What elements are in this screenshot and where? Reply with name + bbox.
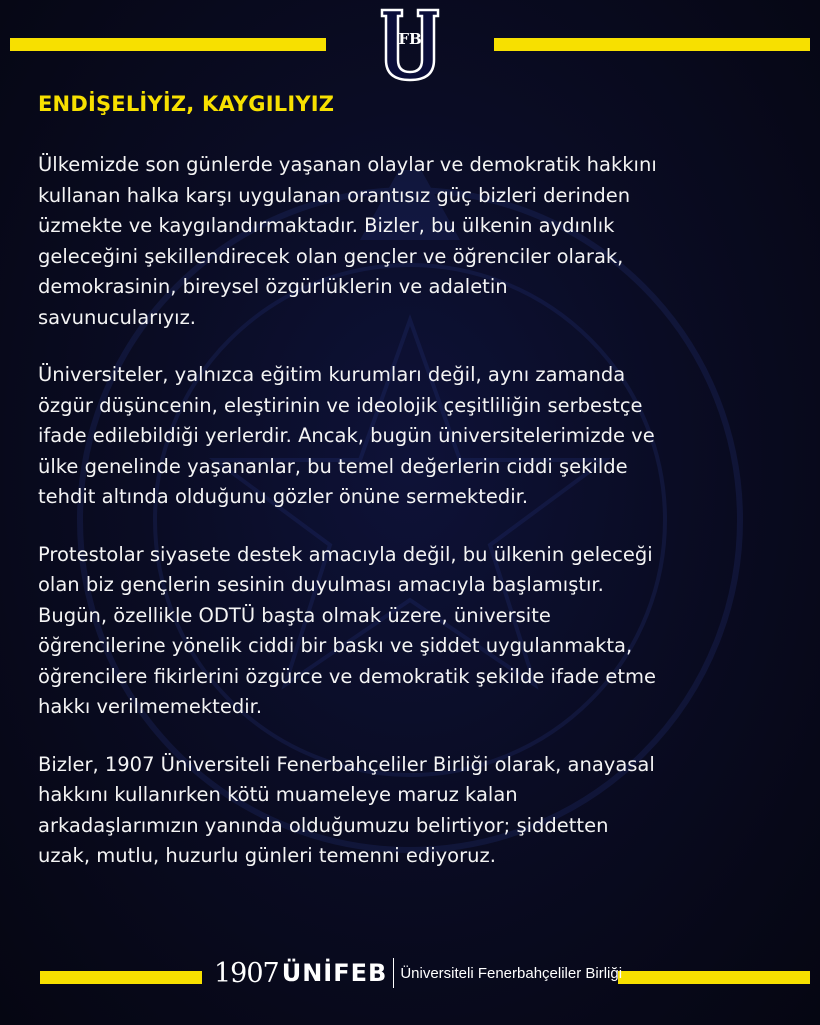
footer-logo — [214, 953, 622, 993]
footer-brand: ÜNİFEB — [281, 959, 388, 987]
statement-body — [38, 150, 798, 899]
bottom-right-accent-bar — [618, 971, 810, 984]
bottom-left-accent-bar — [40, 971, 202, 984]
footer-year: 1907 — [214, 957, 279, 989]
paragraph-2: Üniversiteler, yalnızca eğitim kurumları değil, aynı zamanda özgür düşüncenin, eleştirinin ve ideolojik çeşitliliğin serbestçe ifade edilebildiği yerlerdir. Ancak, bugün üniversitelerimizde ve ülke genelinde yaşananlar, bu temel değerlerin ciddi şekilde tehdit altında olduğunu gözler önüne sermektedir. — [38, 363, 655, 508]
statement-title: ENDİŞELİYİZ, KAYGILIYIZ — [38, 92, 335, 116]
logo-monogram: FB — [398, 30, 422, 48]
paragraph-4: Bizler, 1907 Üniversiteli Fenerbahçeliler Birliği olarak, anayasal hakkını kullanırken kötü muameleye maruz kalan arkadaşlarımızın yanında olduğumuzu belirtiyor; şiddetten uzak, mutlu, huzurlu günleri temenni ediyoruz. — [38, 752, 655, 867]
footer-divider — [393, 958, 394, 988]
top-left-accent-bar — [10, 38, 326, 51]
top-right-accent-bar — [494, 38, 810, 51]
footer-tagline: Üniversiteli Fenerbahçeliler Birliği — [400, 964, 623, 982]
paragraph-3: Protestolar siyasete destek amacıyla değil, bu ülkenin geleceği olan biz gençlerin sesinin duyulması amacıyla başlamıştır. Bugün, özellikle ODTÜ başta olmak üzere, üniversite öğrencilerine yönelik ciddi bir baskı ve şiddet uygulanmakta, öğrencilere fikirlerini özgürce ve demokratik şekilde ifade etme hakkı verilmemektedir. — [38, 542, 656, 718]
paragraph-1: Ülkemizde son günlerde yaşanan olaylar ve demokratik hakkını kullanan halka karşı uygulanan orantısız güç bizleri derinden üzmekte ve kaygılandırmaktadır. Bizler, bu ülkenin aydınlık geleceğini şekillendirecek olan gençler ve öğrenciler olarak, demokrasinin, bireysel özgürlüklerin ve adaletin savunucularıyız. — [38, 153, 657, 329]
unifeb-shield-logo — [378, 6, 442, 84]
